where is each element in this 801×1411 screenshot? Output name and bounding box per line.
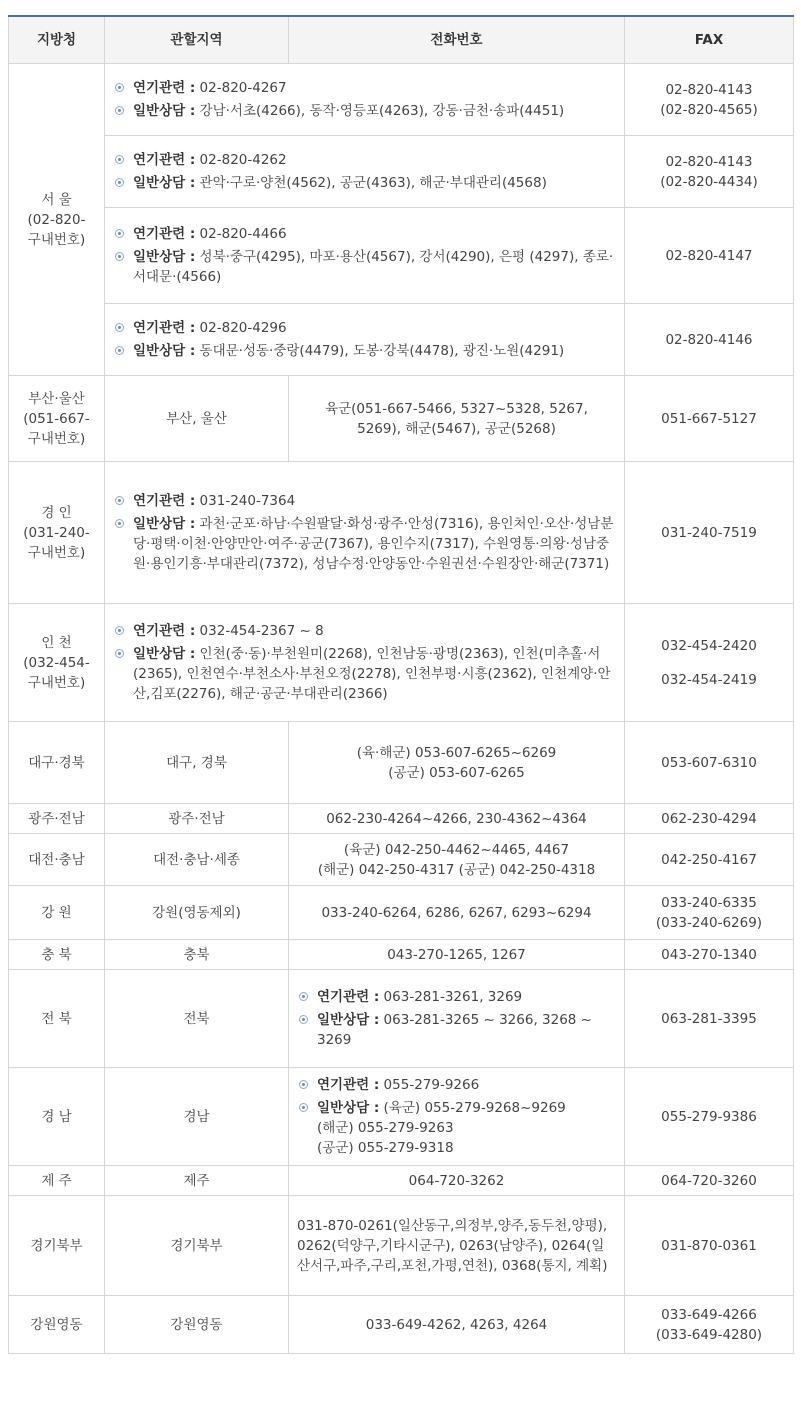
phone-cell: 062-230-4264~4266, 230-4362~4364 — [289, 804, 625, 834]
table-row — [9, 604, 794, 722]
office-incheon: 인 천 (032-454- 구내번호) — [9, 604, 105, 722]
office-gyeonggibuk: 경기북부 — [9, 1196, 105, 1296]
region-cell: 강원(영동제외) — [105, 886, 289, 940]
phone-cell: 064-720-3262 — [289, 1166, 625, 1196]
bullet-icon — [115, 83, 124, 92]
fax-cell: 031-870-0361 — [625, 1196, 794, 1296]
table-row — [9, 1196, 794, 1296]
table-row — [9, 304, 794, 376]
phone-cell — [289, 970, 625, 1068]
list-item: 연기관련 : 02-820-4466 — [113, 224, 616, 244]
phone-cell — [105, 604, 625, 722]
fax-cell: 02-820-4146 — [625, 304, 794, 376]
fax-cell: 033-240-6335 (033-240-6269) — [625, 886, 794, 940]
region-cell: 부산, 울산 — [105, 376, 289, 462]
phone-cell: 031-870-0261(일산동구,의정부,양주,동두천,양평), 0262(덕양구,기타시군구), 0263(남양주), 0264(일산서구,파주,구리,포천,가평,연천), 0368(통지, 계획) — [289, 1196, 625, 1296]
office-gangwonyd: 강원영동 — [9, 1296, 105, 1354]
office-jeonbuk: 전 북 — [9, 970, 105, 1068]
region-cell: 광주·전남 — [105, 804, 289, 834]
table-row — [9, 722, 794, 804]
phone-cell — [105, 136, 625, 208]
phone-cell: 033-649-4262, 4263, 4264 — [289, 1296, 625, 1354]
fax-cell: 043-270-1340 — [625, 940, 794, 970]
table-header-row — [9, 16, 794, 64]
region-cell: 대구, 경북 — [105, 722, 289, 804]
list-item: 일반상담 : 063-281-3265 ~ 3266, 3268 ~ 3269 — [297, 1010, 616, 1050]
bullet-icon — [299, 992, 308, 1001]
office-jeju: 제 주 — [9, 1166, 105, 1196]
bullet-icon — [115, 155, 124, 164]
phone-cell: 육군(051-667-5466, 5327~5328, 5267, 5269), 해군(5467), 공군(5268) — [289, 376, 625, 462]
phone-cell: 043-270-1265, 1267 — [289, 940, 625, 970]
fax-cell: 02-820-4147 — [625, 208, 794, 304]
office-chungbuk: 충 북 — [9, 940, 105, 970]
fax-cell: 02-820-4143 (02-820-4434) — [625, 136, 794, 208]
header-office: 지방청 — [9, 16, 105, 64]
bullet-icon — [299, 1080, 308, 1089]
bullet-icon — [115, 346, 124, 355]
table-row — [9, 1296, 794, 1354]
list-item: 일반상담 : (육군) 055-279-9268~9269 (해군) 055-279-9263 (공군) 055-279-9318 — [297, 1098, 616, 1158]
list-item: 일반상담 : 관악·구로·양천(4562), 공군(4363), 해군·부대관리(4568) — [113, 173, 616, 193]
phone-cell — [105, 304, 625, 376]
bullet-icon — [115, 323, 124, 332]
list-item: 연기관련 : 032-454-2367 ~ 8 — [113, 621, 616, 641]
phone-cell — [105, 208, 625, 304]
bullet-icon — [115, 649, 124, 658]
region-cell: 전북 — [105, 970, 289, 1068]
bullet-icon — [115, 626, 124, 635]
bullet-icon — [115, 229, 124, 238]
table-row — [9, 208, 794, 304]
bullet-icon — [115, 519, 124, 528]
table-row — [9, 940, 794, 970]
office-gangwon: 강 원 — [9, 886, 105, 940]
list-item: 일반상담 : 성북·중구(4295), 마포·용산(4567), 강서(4290), 은평 (4297), 종로·서대문·(4566) — [113, 247, 616, 287]
bullet-icon — [115, 178, 124, 187]
table-row — [9, 136, 794, 208]
phone-cell: 033-240-6264, 6286, 6267, 6293~6294 — [289, 886, 625, 940]
regional-office-table — [8, 15, 794, 1354]
fax-cell: 02-820-4143 (02-820-4565) — [625, 64, 794, 136]
office-gyeongnam: 경 남 — [9, 1068, 105, 1166]
region-cell: 경기북부 — [105, 1196, 289, 1296]
list-item: 연기관련 : 02-820-4267 — [113, 78, 616, 98]
fax-cell: 053-607-6310 — [625, 722, 794, 804]
phone-cell — [289, 1068, 625, 1166]
region-cell: 대전·충남·세종 — [105, 834, 289, 886]
office-gwangju: 광주·전남 — [9, 804, 105, 834]
phone-cell — [105, 462, 625, 604]
region-cell: 충북 — [105, 940, 289, 970]
table-row — [9, 804, 794, 834]
table-row — [9, 834, 794, 886]
table-row — [9, 376, 794, 462]
region-cell: 강원영동 — [105, 1296, 289, 1354]
table-row — [9, 64, 794, 136]
phone-cell: (육군) 042-250-4462~4465, 4467 (해군) 042-250-4317 (공군) 042-250-4318 — [289, 834, 625, 886]
table-row — [9, 970, 794, 1068]
bullet-icon — [115, 496, 124, 505]
fax-cell: 031-240-7519 — [625, 462, 794, 604]
table-row — [9, 462, 794, 604]
table-row — [9, 1068, 794, 1166]
header-region: 관할지역 — [105, 16, 289, 64]
list-item: 일반상담 : 동대문·성동·중랑(4479), 도봉·강북(4478), 광진·노원(4291) — [113, 341, 616, 361]
fax-cell: 032-454-2420 032-454-2419 — [625, 604, 794, 722]
list-item: 일반상담 : 강남·서초(4266), 동작·영등포(4263), 강동·금천·송파(4451) — [113, 101, 616, 121]
table-row — [9, 1166, 794, 1196]
fax-cell: 033-649-4266 (033-649-4280) — [625, 1296, 794, 1354]
fax-cell: 063-281-3395 — [625, 970, 794, 1068]
table-row — [9, 886, 794, 940]
list-item: 연기관련 : 02-820-4296 — [113, 318, 616, 338]
fax-cell: 062-230-4294 — [625, 804, 794, 834]
office-daejeon: 대전·충남 — [9, 834, 105, 886]
office-daegu: 대구·경북 — [9, 722, 105, 804]
region-cell: 경남 — [105, 1068, 289, 1166]
list-item: 일반상담 : 과천·군포·하남·수원팔달·화성·광주·안성(7316), 용인처인·오산·성남분당·평택·이천·안양만안·여주·공군(7367), 용인수지(7317), 수원영통·의왕·성남중원·용인기흥·부대관리(7372), 성남수정·안양동안·수원권선·수원장안·해군(7371) — [113, 514, 616, 574]
fax-cell: 042-250-4167 — [625, 834, 794, 886]
list-item: 일반상담 : 인천(중·동)·부천원미(2268), 인천남동·광명(2363), 인천(미추홀·서(2365), 인천연수·부천소사·부천오정(2278), 인천부평·시흥(2362), 인천계양·안산,김포(2276), 해군·공군·부대관리(2366) — [113, 644, 616, 704]
office-gyeongin: 경 인 (031-240- 구내번호) — [9, 462, 105, 604]
fax-cell: 064-720-3260 — [625, 1166, 794, 1196]
phone-cell: (육·해군) 053-607-6265~6269 (공군) 053-607-6265 — [289, 722, 625, 804]
list-item: 연기관련 : 055-279-9266 — [297, 1075, 616, 1095]
fax-cell: 051-667-5127 — [625, 376, 794, 462]
fax-cell: 055-279-9386 — [625, 1068, 794, 1166]
list-item: 연기관련 : 063-281-3261, 3269 — [297, 987, 616, 1007]
header-fax: FAX — [625, 16, 794, 64]
phone-cell — [105, 64, 625, 136]
bullet-icon — [299, 1103, 308, 1112]
region-cell: 제주 — [105, 1166, 289, 1196]
bullet-icon — [299, 1015, 308, 1024]
bullet-icon — [115, 252, 124, 261]
header-phone: 전화번호 — [289, 16, 625, 64]
list-item: 연기관련 : 031-240-7364 — [113, 491, 616, 511]
bullet-icon — [115, 106, 124, 115]
list-item: 연기관련 : 02-820-4262 — [113, 150, 616, 170]
office-busan: 부산·울산 (051-667- 구내번호) — [9, 376, 105, 462]
office-seoul: 서 울 (02-820- 구내번호) — [9, 64, 105, 376]
